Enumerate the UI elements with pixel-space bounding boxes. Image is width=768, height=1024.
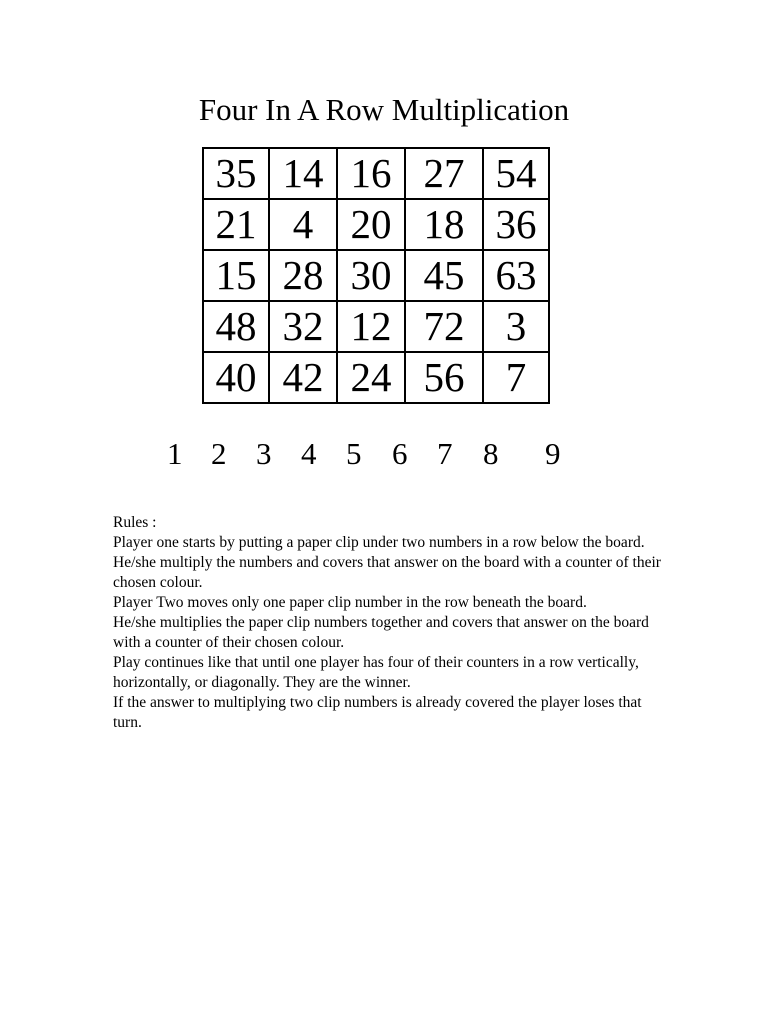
board-cell: 63: [483, 250, 549, 301]
board-cell: 4: [269, 199, 337, 250]
board-cell: 16: [337, 148, 405, 199]
board-cell: 27: [405, 148, 483, 199]
clip-number: 6: [392, 436, 408, 471]
board-cell: 35: [203, 148, 269, 199]
rule-line: Player one starts by putting a paper clip under two numbers in a row below the board.: [113, 534, 645, 551]
board-cell: 14: [269, 148, 337, 199]
board-row: [203, 250, 549, 301]
board-cell: 36: [483, 199, 549, 250]
board-row: [203, 352, 549, 403]
board-cell: 72: [405, 301, 483, 352]
clip-number: 5: [346, 436, 362, 471]
clip-number: 4: [301, 436, 317, 471]
rule-line: He/she multiply the numbers and covers that answer on the board with a counter of their chosen colour.: [113, 554, 661, 591]
board-cell: 7: [483, 352, 549, 403]
board-row: [203, 301, 549, 352]
board-cell: 40: [203, 352, 269, 403]
board-cell: 18: [405, 199, 483, 250]
board-cell: 3: [483, 301, 549, 352]
page-title: Four In A Row Multiplication: [198, 92, 570, 127]
rule-line: Player Two moves only one paper clip number in the row beneath the board.: [113, 594, 587, 611]
board-cell: 15: [203, 250, 269, 301]
rules-heading: Rules :: [113, 514, 157, 531]
board-cell: 56: [405, 352, 483, 403]
rule-line: Play continues like that until one player has four of their counters in a row vertically, horizontally, or diagonally. They are the winner.: [113, 654, 639, 691]
clip-number: 1: [167, 436, 183, 471]
game-board: [202, 147, 550, 404]
clip-number: 7: [437, 436, 453, 471]
clip-number: 2: [211, 436, 227, 471]
board-cell: 54: [483, 148, 549, 199]
board-cell: 48: [203, 301, 269, 352]
board-cell: 32: [269, 301, 337, 352]
board-cell: 24: [337, 352, 405, 403]
clip-number: 9: [545, 436, 561, 471]
board-cell: 30: [337, 250, 405, 301]
board-cell: 42: [269, 352, 337, 403]
rules-section: [113, 513, 673, 733]
board-cell: 28: [269, 250, 337, 301]
rule-line: He/she multiplies the paper clip numbers together and covers that answer on the board with a counter of their chosen colour.: [113, 614, 649, 651]
board-cell: 45: [405, 250, 483, 301]
board-cell: 12: [337, 301, 405, 352]
clip-number: 3: [256, 436, 272, 471]
clip-number-row: [0, 432, 768, 476]
board-cell: 20: [337, 199, 405, 250]
board-row: [203, 199, 549, 250]
clip-number: 8: [483, 436, 499, 471]
board-cell: 21: [203, 199, 269, 250]
rule-line: If the answer to multiplying two clip numbers is already covered the player loses that turn.: [113, 694, 642, 731]
board-row: [203, 148, 549, 199]
